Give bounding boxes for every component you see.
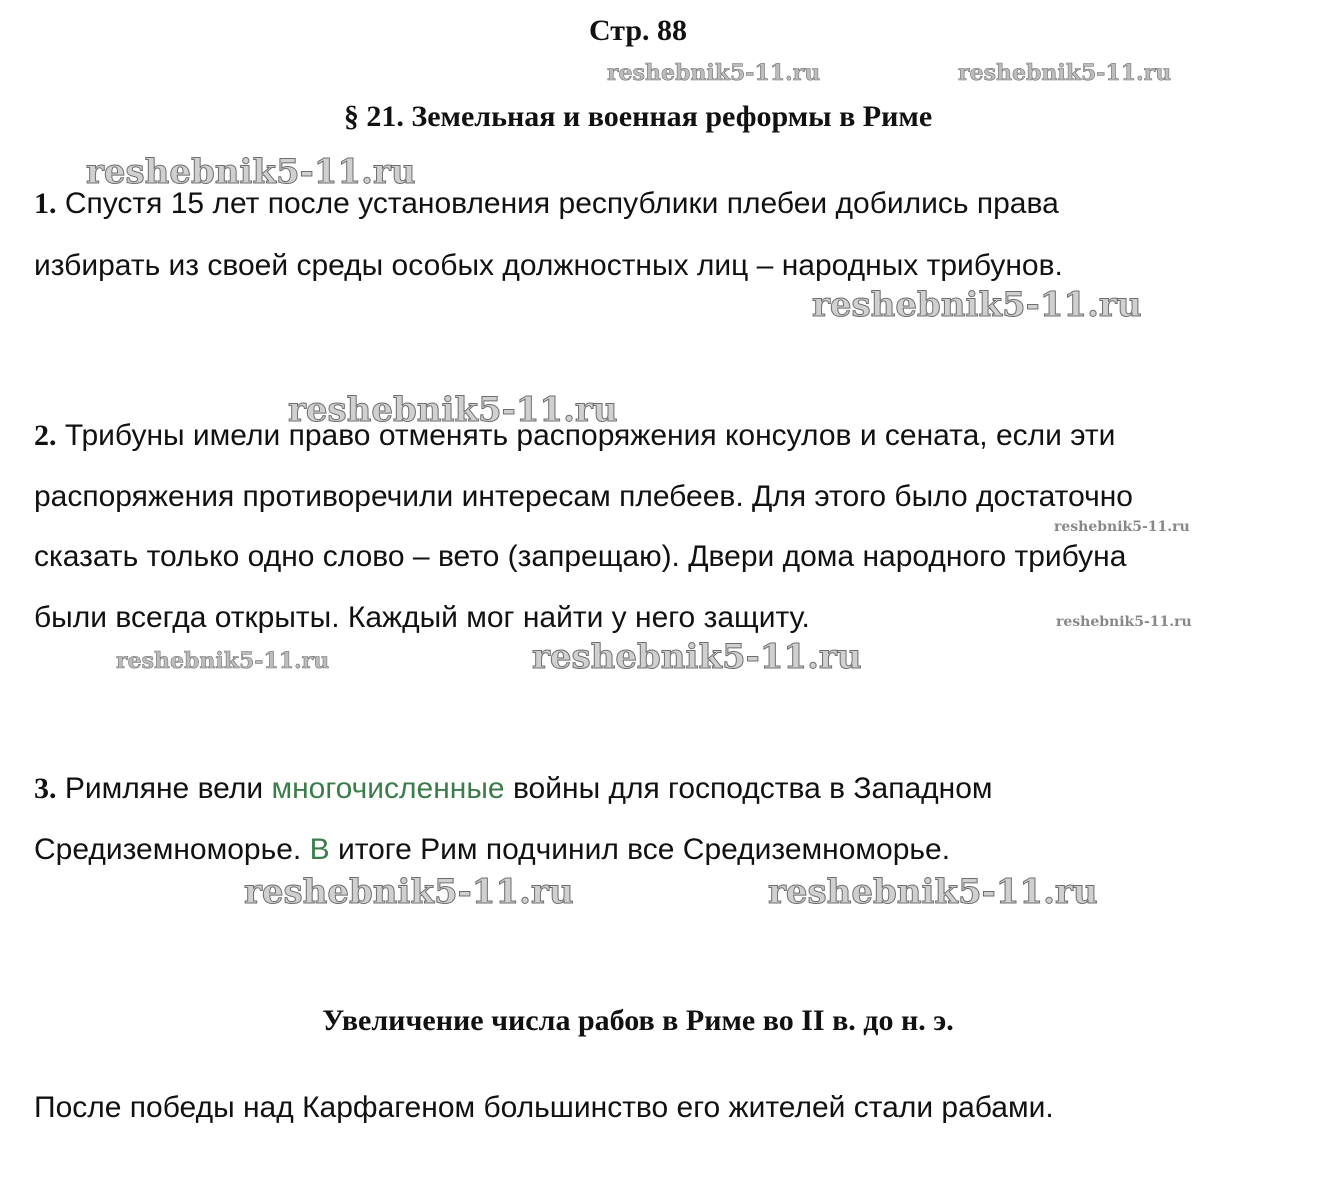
watermark: reshebnik5-11.ru (86, 152, 416, 192)
page-number: Стр. 88 (588, 14, 688, 47)
watermark: reshebnik5-11.ru (958, 60, 1172, 86)
watermark: reshebnik5-11.ru (288, 390, 618, 430)
answer-text: войны для господства в Западном (504, 772, 993, 805)
watermark: reshebnik5-11.ru (812, 285, 1142, 325)
watermark: reshebnik5-11.ru (244, 872, 574, 912)
answer-text: Римляне вели (64, 772, 272, 805)
answer-number: 2. (34, 419, 57, 452)
answer-2-line-3: сказать только одно слово – вето (запрещаю). Двери дома народного трибуна (34, 540, 1127, 573)
watermark: reshebnik5-11.ru (116, 648, 330, 674)
watermark: reshebnik5-11.ru (607, 60, 821, 86)
answer-text-tinted: многочисленные (271, 772, 505, 805)
watermark: reshebnik5-11.ru (532, 637, 862, 677)
final-paragraph: После победы над Карфагеном большинство его жителей стали рабами. (34, 1091, 1054, 1124)
answer-number: 1. (34, 187, 57, 220)
answer-3-line-2 (34, 831, 950, 869)
watermark: reshebnik5-11.ru (1056, 614, 1192, 630)
answer-2-line-4: были всегда открыты. Каждый мог найти у него защиту. (34, 601, 810, 634)
section-title: § 21. Земельная и военная реформы в Риме (343, 100, 933, 133)
answer-text: Средиземноморье. (34, 833, 310, 866)
watermark: reshebnik5-11.ru (768, 872, 1098, 912)
answer-1-line-2: избирать из своей среды особых должностных лиц – народных трибунов. (34, 249, 1063, 282)
answer-text: итоге Рим подчинил все Средиземноморье. (329, 833, 951, 866)
answer-number: 3. (34, 772, 57, 805)
watermark: reshebnik5-11.ru (1054, 519, 1190, 535)
answer-3-line-1 (34, 770, 993, 808)
answer-text: Трибуны имели право отменять распоряжения консулов и сената, если эти (64, 419, 1116, 452)
answer-text-tinted: В (309, 833, 330, 866)
answer-2-line-2: распоряжения противоречили интересам плебеев. Для этого было достаточно (34, 480, 1133, 513)
subheading: Увеличение числа рабов в Риме во II в. до н. э. (322, 1004, 954, 1037)
answer-text: Спустя 15 лет после установления республики плебеи добились права (64, 187, 1059, 220)
